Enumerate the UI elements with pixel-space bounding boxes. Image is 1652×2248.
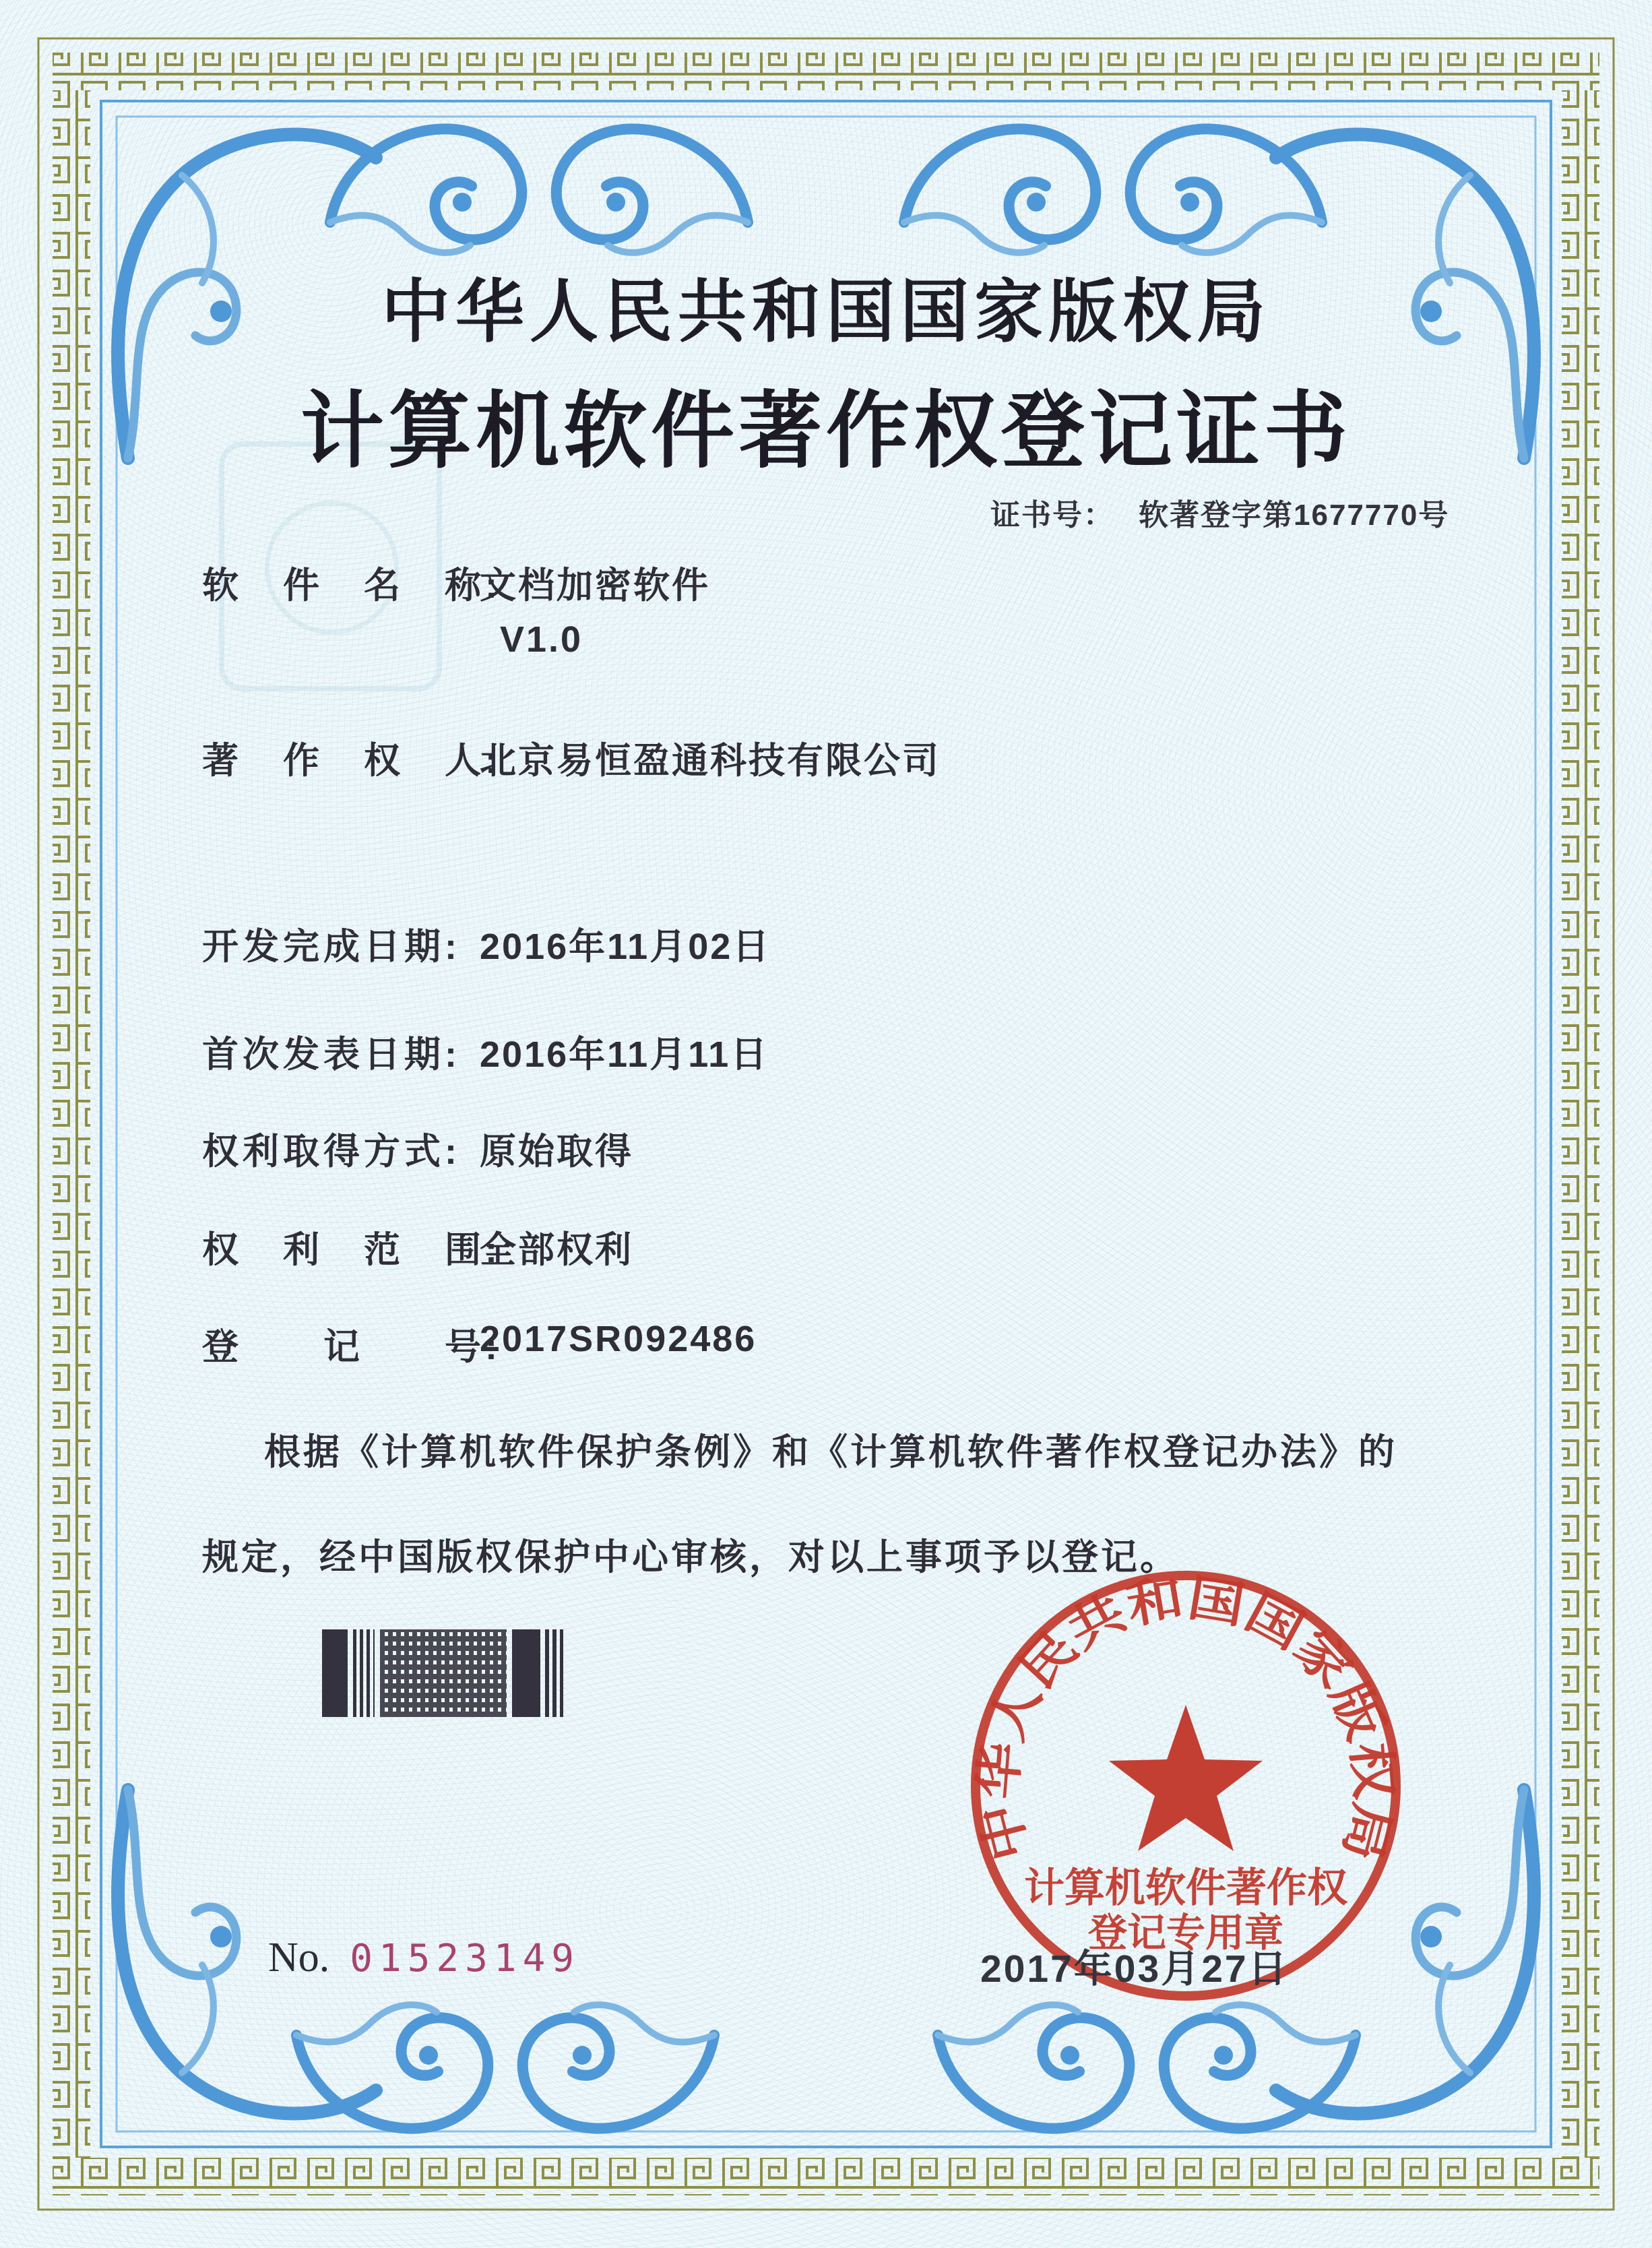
field-label: 首次发表日期: — [202, 1034, 461, 1075]
field-value: 文档加密软件 — [480, 565, 710, 606]
field-value-version: V1.0 — [500, 619, 583, 660]
notice-line-2: 规定，经中国版权保护中心审核，对以上事项予以登记。 — [202, 1537, 1179, 1578]
field-label: 软 件 名 称: — [202, 565, 501, 606]
barcode-bars — [545, 1629, 563, 1717]
barcode-start-bar — [322, 1629, 348, 1717]
seal-star — [1109, 1705, 1263, 1851]
issue-date: 2017年03月27日 — [980, 1947, 1289, 1991]
seal-text-line1: 计算机软件著作权 — [1024, 1865, 1347, 1910]
field-value: 2017SR092486 — [480, 1319, 757, 1359]
notice-line-1: 根据《计算机软件保护条例》和《计算机软件著作权登记办法》的 — [264, 1432, 1397, 1472]
seal-text-line2: 登记专用章 — [1087, 1911, 1284, 1955]
field-value: 2016年11月11日 — [480, 1034, 769, 1075]
seal-ring-text: 中华人民共和国国家版权局 — [969, 1569, 1402, 1867]
field-label: 登 记 号: — [202, 1327, 501, 1367]
authority-title: 中华人民共和国国家版权局 — [381, 274, 1271, 350]
field-value: 原始取得 — [480, 1131, 633, 1172]
certificate-number-value: 软著登字第1677770号 — [1139, 499, 1450, 532]
field-label: 著 作 权 人: — [202, 741, 501, 781]
field-value: 全部权利 — [480, 1230, 633, 1270]
certificate-title: 计算机软件著作权登记证书 — [300, 385, 1352, 478]
barcode-stop-bar — [512, 1629, 540, 1717]
field-value: 北京易恒盈通科技有限公司 — [480, 741, 941, 781]
field-label: 开发完成日期: — [202, 927, 461, 967]
barcode — [322, 1629, 563, 1717]
certificate-number-label: 证书号： — [990, 499, 1114, 532]
barcode-data-matrix — [380, 1629, 507, 1717]
serial-number: 01523149 — [350, 1937, 580, 1980]
serial-number-line — [268, 1934, 580, 1982]
barcode-bars — [353, 1629, 375, 1717]
field-value: 2016年11月02日 — [480, 927, 771, 967]
serial-prefix: No. — [268, 1935, 330, 1980]
field-label: 权利取得方式: — [202, 1131, 461, 1172]
certificate-number-line — [990, 491, 1449, 534]
field-label: 权 利 范 围: — [202, 1230, 501, 1270]
